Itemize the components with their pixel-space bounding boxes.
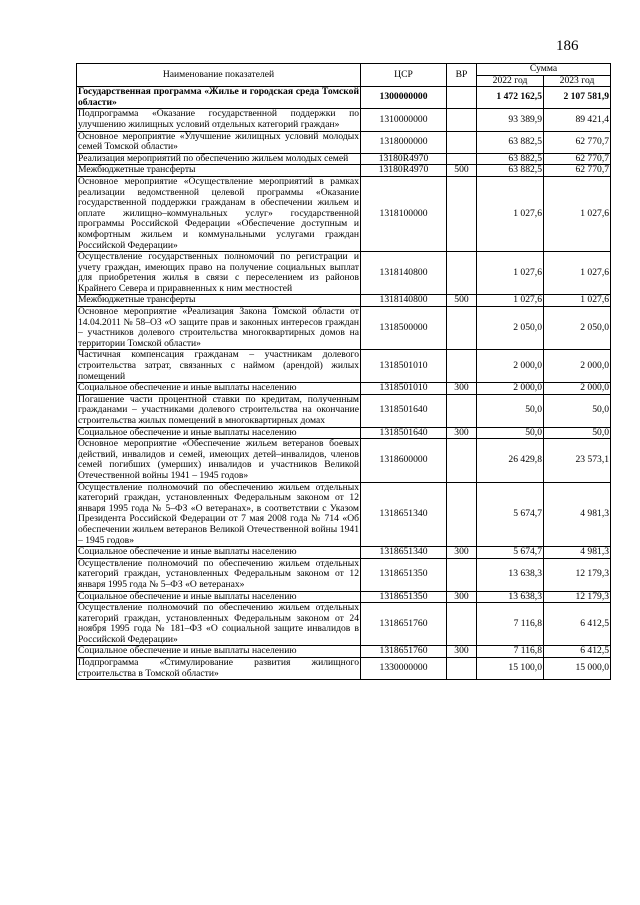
row-csr-cell: 1318501010 bbox=[361, 383, 447, 395]
row-name-cell: Подпрограмма «Оказание государственной поддержки по улучшению жилищных условий отдельных категорий граждан» bbox=[78, 108, 359, 130]
table-header bbox=[77, 64, 611, 87]
row-csr-cell: 1318651350 bbox=[361, 591, 447, 603]
row-sum-2023-cell: 62 770,7 bbox=[544, 131, 611, 153]
row-vr-cell: 300 bbox=[447, 547, 477, 559]
row-name-cell: Осуществление государственных полномочий по регистрации и учету граждан, имеющих право на получение социальных выплат для приобретения жилья в связи с переселением из районов Крайнего Севера и приравненных к ним местностей bbox=[78, 251, 359, 294]
row-sum-2023-cell: 23 573,1 bbox=[544, 439, 611, 482]
header-name: Наименование показателей bbox=[77, 64, 361, 87]
row-vr-cell bbox=[447, 87, 477, 109]
row-name-cell: Социальное обеспечение и иные выплаты населению bbox=[77, 427, 361, 439]
row-sum-2022-cell: 5 674,7 bbox=[477, 482, 544, 547]
table-row bbox=[77, 307, 611, 350]
row-sum-2023-cell: 4 981,3 bbox=[544, 547, 611, 559]
row-csr-cell: 1318651350 bbox=[361, 558, 447, 591]
row-name-cell: Государственная программа «Жилье и городская среда Томской области» bbox=[78, 86, 359, 108]
row-sum-2022-cell: 13 638,3 bbox=[477, 558, 544, 591]
row-sum-2022-cell: 93 389,9 bbox=[477, 109, 544, 131]
row-csr-cell: 13180R4970 bbox=[361, 153, 447, 165]
row-name-cell: Социальное обеспечение и иные выплаты населению bbox=[77, 547, 361, 559]
row-name-cell: Реализация мероприятий по обеспечению жильем молодых семей bbox=[77, 153, 361, 165]
row-vr-cell bbox=[447, 131, 477, 153]
row-vr-cell bbox=[447, 482, 477, 547]
table-row bbox=[77, 547, 611, 559]
row-vr-cell bbox=[447, 109, 477, 131]
row-sum-2022-cell: 15 100,0 bbox=[477, 658, 544, 680]
row-sum-2023-cell: 4 981,3 bbox=[544, 482, 611, 547]
row-sum-2022-cell: 63 882,5 bbox=[477, 165, 544, 177]
row-sum-2023-cell: 2 000,0 bbox=[544, 383, 611, 395]
table-row bbox=[77, 658, 611, 680]
row-csr-cell: 1318100000 bbox=[361, 176, 447, 251]
row-sum-2023-cell: 12 179,3 bbox=[544, 591, 611, 603]
page-number: 186 bbox=[556, 38, 579, 54]
row-vr-cell bbox=[447, 558, 477, 591]
row-sum-2023-cell: 1 027,6 bbox=[544, 295, 611, 307]
budget-table bbox=[76, 63, 611, 680]
row-name-cell: Осуществление полномочий по обеспечению жильем отдельных категорий граждан, установленных Федеральным законом от 12 января 1995 года № 5–ФЗ «О ветеранах», в соответствии с Указом Президента Российской Федерации от 7 мая 2008 года № 714 «Об обеспечении жильем ветеранов Великой Отечественной войны 1941 – 1945 годов» bbox=[78, 481, 359, 546]
row-csr-cell: 1318140800 bbox=[361, 295, 447, 307]
row-name-cell: Межбюджетные трансферты bbox=[77, 295, 361, 307]
row-vr-cell: 300 bbox=[447, 383, 477, 395]
row-name-cell: Погашение части процентной ставки по кредитам, полученным гражданами – участниками долевого строительства на окончание строительства жилых помещений в многоквартирных домах bbox=[78, 393, 359, 426]
table-row bbox=[77, 87, 611, 109]
table-row bbox=[77, 482, 611, 547]
row-csr-cell: 13180R4970 bbox=[361, 165, 447, 177]
row-vr-cell bbox=[447, 658, 477, 680]
row-sum-2022-cell: 1 027,6 bbox=[477, 252, 544, 295]
row-sum-2022-cell: 5 674,7 bbox=[477, 547, 544, 559]
header-year-2023: 2023 год bbox=[544, 75, 611, 87]
table-row bbox=[77, 176, 611, 251]
row-sum-2023-cell: 1 027,6 bbox=[544, 252, 611, 295]
row-name-cell: Основное мероприятие «Реализация Закона Томской области от 14.04.2011 № 58–ОЗ «О защите прав и законных интересов граждан – участников долевого строительства многоквартирных домов на территории Томской области» bbox=[78, 306, 359, 349]
row-name-cell: Социальное обеспечение и иные выплаты населению bbox=[77, 646, 361, 658]
table-row bbox=[77, 591, 611, 603]
header-csr: ЦСР bbox=[361, 64, 447, 87]
row-csr-cell: 1318501640 bbox=[361, 427, 447, 439]
row-sum-2023-cell: 2 050,0 bbox=[544, 307, 611, 350]
table-row bbox=[77, 383, 611, 395]
row-name-cell: Частичная компенсация гражданам – участникам долевого строительства затрат, связанных с наймом (арендой) жилых помещений bbox=[78, 349, 359, 382]
row-vr-cell: 300 bbox=[447, 591, 477, 603]
row-csr-cell: 1300000000 bbox=[361, 87, 447, 109]
row-name-cell: Социальное обеспечение и иные выплаты населению bbox=[77, 591, 361, 603]
row-sum-2022-cell: 2 050,0 bbox=[477, 307, 544, 350]
row-vr-cell bbox=[447, 252, 477, 295]
row-vr-cell: 500 bbox=[447, 165, 477, 177]
table-row bbox=[77, 131, 611, 153]
row-sum-2022-cell: 50,0 bbox=[477, 394, 544, 427]
table-row bbox=[77, 439, 611, 482]
row-name-cell: Основное мероприятие «Обеспечение жильем ветеранов боевых действий, инвалидов и семей, имеющих детей–инвалидов, членов семей погибших (умерших) инвалидов и участников Великой Отечественной войны 1941 – 1945 годов» bbox=[78, 438, 359, 481]
row-vr-cell bbox=[447, 394, 477, 427]
row-sum-2022-cell: 1 027,6 bbox=[477, 176, 544, 251]
row-csr-cell: 1318600000 bbox=[361, 439, 447, 482]
row-csr-cell: 1318651340 bbox=[361, 547, 447, 559]
table-row bbox=[77, 558, 611, 591]
table-row bbox=[77, 165, 611, 177]
row-vr-cell bbox=[447, 176, 477, 251]
table-row bbox=[77, 603, 611, 646]
row-vr-cell bbox=[447, 439, 477, 482]
row-name-cell: Осуществление полномочий по обеспечению жильем отдельных категорий граждан, установленных Федеральным законом от 24 ноября 1995 года № 181–ФЗ «О социальной защите инвалидов в Российской Федерации» bbox=[78, 602, 359, 645]
row-sum-2022-cell: 63 882,5 bbox=[477, 131, 544, 153]
row-csr-cell: 1318501640 bbox=[361, 394, 447, 427]
row-sum-2023-cell: 15 000,0 bbox=[544, 658, 611, 680]
row-sum-2022-cell: 1 027,6 bbox=[477, 295, 544, 307]
row-name-cell: Подпрограмма «Стимулирование развития жилищного строительства в Томской области» bbox=[78, 657, 359, 679]
row-csr-cell: 1318651760 bbox=[361, 603, 447, 646]
table-row bbox=[77, 252, 611, 295]
row-sum-2022-cell: 26 429,8 bbox=[477, 439, 544, 482]
row-sum-2022-cell: 2 000,0 bbox=[477, 383, 544, 395]
row-vr-cell bbox=[447, 350, 477, 383]
row-vr-cell: 300 bbox=[447, 427, 477, 439]
row-sum-2022-cell: 63 882,5 bbox=[477, 153, 544, 165]
row-name-cell: Осуществление полномочий по обеспечению жильем отдельных категорий граждан, установленных Федеральным законом от 12 января 1995 года № 5–ФЗ «О ветеранах» bbox=[78, 557, 359, 590]
row-sum-2023-cell: 50,0 bbox=[544, 427, 611, 439]
row-vr-cell: 500 bbox=[447, 295, 477, 307]
row-sum-2022-cell: 7 116,8 bbox=[477, 646, 544, 658]
row-sum-2023-cell: 2 107 581,9 bbox=[544, 87, 611, 109]
row-csr-cell: 1318140800 bbox=[361, 252, 447, 295]
table-row bbox=[77, 153, 611, 165]
row-sum-2022-cell: 2 000,0 bbox=[477, 350, 544, 383]
table-row bbox=[77, 109, 611, 131]
row-vr-cell bbox=[447, 153, 477, 165]
row-vr-cell bbox=[447, 603, 477, 646]
row-csr-cell: 1318651760 bbox=[361, 646, 447, 658]
table-body bbox=[77, 87, 611, 680]
row-sum-2022-cell: 13 638,3 bbox=[477, 591, 544, 603]
table-row bbox=[77, 427, 611, 439]
row-sum-2022-cell: 50,0 bbox=[477, 427, 544, 439]
row-sum-2023-cell: 6 412,5 bbox=[544, 646, 611, 658]
row-sum-2023-cell: 12 179,3 bbox=[544, 558, 611, 591]
row-sum-2023-cell: 62 770,7 bbox=[544, 153, 611, 165]
row-sum-2023-cell: 89 421,4 bbox=[544, 109, 611, 131]
row-csr-cell: 1310000000 bbox=[361, 109, 447, 131]
row-sum-2023-cell: 2 000,0 bbox=[544, 350, 611, 383]
row-sum-2023-cell: 62 770,7 bbox=[544, 165, 611, 177]
row-name-cell: Основное мероприятие «Осуществление мероприятий в рамках реализации ведомственной целевой программы «Оказание государственной поддержки гражданам в обеспечении жильем и оплате жилищно–коммунальных услуг» государственной программы Российской Федерации «Обеспечение доступным и комфортным жильем и коммунальными услугами граждан Российской Федерации» bbox=[78, 175, 359, 251]
header-vr: ВР bbox=[447, 64, 477, 87]
row-sum-2023-cell: 6 412,5 bbox=[544, 603, 611, 646]
row-vr-cell bbox=[447, 307, 477, 350]
table-row bbox=[77, 350, 611, 383]
row-sum-2023-cell: 1 027,6 bbox=[544, 176, 611, 251]
row-name-cell: Социальное обеспечение и иные выплаты населению bbox=[77, 383, 361, 395]
table-row bbox=[77, 646, 611, 658]
row-name-cell: Основное мероприятие «Улучшение жилищных условий молодых семей Томской области» bbox=[78, 130, 359, 153]
row-csr-cell: 1318501010 bbox=[361, 350, 447, 383]
row-csr-cell: 1330000000 bbox=[361, 658, 447, 680]
row-csr-cell: 1318651340 bbox=[361, 482, 447, 547]
row-csr-cell: 1318000000 bbox=[361, 131, 447, 153]
row-vr-cell: 300 bbox=[447, 646, 477, 658]
row-csr-cell: 1318500000 bbox=[361, 307, 447, 350]
row-name-cell: Межбюджетные трансферты bbox=[77, 165, 361, 177]
header-sum: Сумма bbox=[477, 64, 611, 76]
row-sum-2023-cell: 50,0 bbox=[544, 394, 611, 427]
row-sum-2022-cell: 7 116,8 bbox=[477, 603, 544, 646]
row-sum-2022-cell: 1 472 162,5 bbox=[477, 87, 544, 109]
table-row bbox=[77, 394, 611, 427]
header-year-2022: 2022 год bbox=[477, 75, 544, 87]
table-row bbox=[77, 295, 611, 307]
